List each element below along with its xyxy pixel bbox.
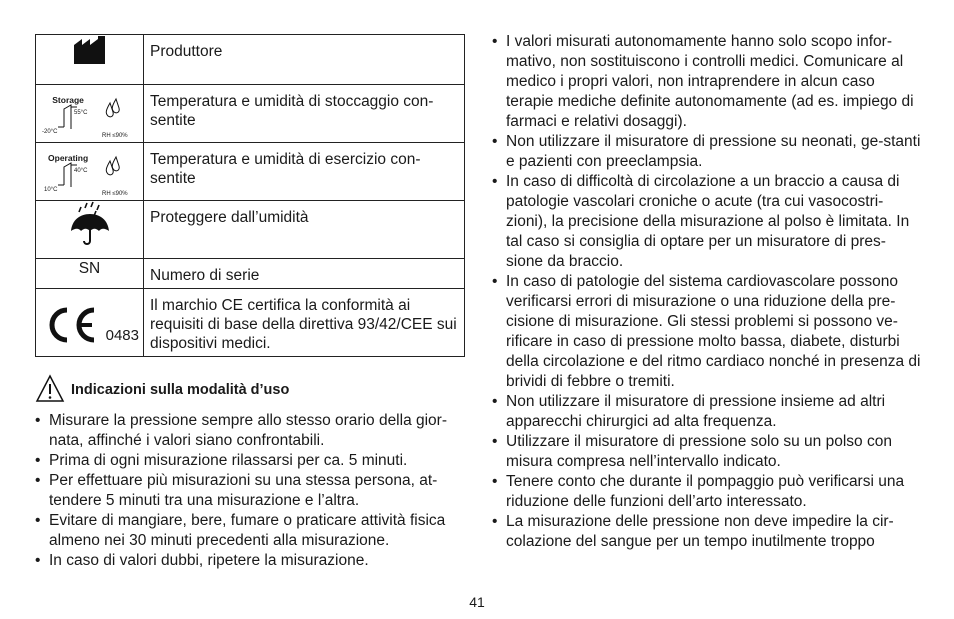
left-instruction-list bbox=[35, 411, 465, 571]
list-item: • Per effettuare più misurazioni su una stessa persona, at-tendere 5 minuti tra una misurazione e l’altra. bbox=[35, 471, 465, 511]
warning-title: Indicazioni sulla modalità d’uso bbox=[71, 382, 290, 398]
storage-temp-high: 55°C bbox=[74, 110, 88, 116]
list-item: • In caso di patologie del sistema cardiovascolare possono verificarsi errori di misurazione o una riduzione della pre-cisione di misurazione. Gli stessi problemi si possono ve-rificare in caso di pressione molto bassa, diabete, disturbi della circolazione e del ritmo cardiaco nonché in presenza di brividi di febbre o tremiti. bbox=[492, 272, 922, 392]
right-instruction-list bbox=[492, 32, 922, 552]
list-item: • Non utilizzare il misuratore di pressione su neonati, ge-stanti e pazienti con preeclampsia. bbox=[492, 132, 922, 172]
list-item: • Non utilizzare il misuratore di pressione insieme ad altri apparecchi chirurgici ad alta frequenza. bbox=[492, 392, 922, 432]
symbol-description: Proteggere dall’umidità bbox=[144, 201, 465, 259]
symbol-cell bbox=[36, 35, 144, 85]
storage-temp-low: -20°C bbox=[42, 129, 58, 135]
symbol-row-operating bbox=[36, 143, 465, 201]
operating-humidity: RH ≤90% bbox=[102, 191, 128, 197]
storage-humidity: RH ≤90% bbox=[102, 133, 128, 139]
operating-label: Operating bbox=[48, 153, 89, 163]
ce-mark-icon bbox=[44, 305, 104, 345]
symbol-row-ce bbox=[36, 289, 465, 357]
symbol-description: Numero di serie bbox=[144, 259, 465, 289]
manufacturer-factory-icon bbox=[72, 35, 108, 65]
list-item: • In caso di difficoltà di circolazione a un braccio a causa di patologie vascolari croniche o acute (tra cui vasocostri-zioni), la precisione della misurazione al polso è limitata. In tal caso si consiglia di optare per un misuratore di pres-sione da braccio. bbox=[492, 172, 922, 272]
warning-triangle-icon bbox=[35, 374, 65, 404]
list-item: • Tenere conto che durante il pompaggio può verificarsi una riduzione delle funzioni dell’arto interessato. bbox=[492, 472, 922, 512]
operating-temp-high: 40°C bbox=[74, 168, 88, 174]
list-item: • In caso di valori dubbi, ripetere la misurazione. bbox=[35, 551, 465, 571]
symbol-cell bbox=[36, 289, 144, 357]
symbol-row-moisture bbox=[36, 201, 465, 259]
symbol-description: Temperatura e umidità di stoccaggio con-sentite bbox=[144, 85, 465, 143]
list-item: • La misurazione delle pressione non deve impedire la cir-colazione del sangue per un tempo inutilmente troppo bbox=[492, 512, 922, 552]
list-item: • Evitare di mangiare, bere, fumare o praticare attività fisica almeno nei 30 minuti precedenti alla misurazione. bbox=[35, 511, 465, 551]
symbol-description: Il marchio CE certifica la conformità ai requisiti di base della direttiva 93/42/CEE sui dispositivi medici. bbox=[144, 289, 465, 357]
umbrella-rain-icon bbox=[68, 201, 112, 247]
symbol-table bbox=[35, 34, 465, 357]
symbol-description: Temperatura e umidità di esercizio con-sentite bbox=[144, 143, 465, 201]
symbol-row-serial bbox=[36, 259, 465, 289]
page-number: 41 bbox=[469, 594, 485, 610]
usage-warning-heading bbox=[35, 374, 465, 404]
list-item: • I valori misurati autonomamente hanno solo scopo infor-mativo, non sostituiscono i controlli medici. Comunicare al medico i propri valori, non intraprendere in alcun caso terapie mediche definite autonomamente (ad es. impiego di farmaci e relativi dosaggi). bbox=[492, 32, 922, 132]
list-item: • Utilizzare il misuratore di pressione solo su un polso con misura compresa nell’intervallo indicato. bbox=[492, 432, 922, 472]
symbol-cell bbox=[36, 143, 144, 201]
list-item: • Prima di ogni misurazione rilassarsi per ca. 5 minuti. bbox=[35, 451, 465, 471]
list-item: • Misurare la pressione sempre allo stesso orario della gior-nata, affinché i valori siano confrontabili. bbox=[35, 411, 465, 451]
storage-label: Storage bbox=[52, 95, 84, 105]
operating-temp-low: 10°C bbox=[44, 187, 58, 193]
symbol-row-storage bbox=[36, 85, 465, 143]
symbol-row-manufacturer bbox=[36, 35, 465, 85]
symbol-description: Produttore bbox=[144, 35, 465, 85]
symbol-cell bbox=[36, 201, 144, 259]
serial-number-symbol: SN bbox=[36, 259, 144, 289]
ce-notified-body-number: 0483 bbox=[105, 327, 139, 344]
symbol-cell bbox=[36, 85, 144, 143]
